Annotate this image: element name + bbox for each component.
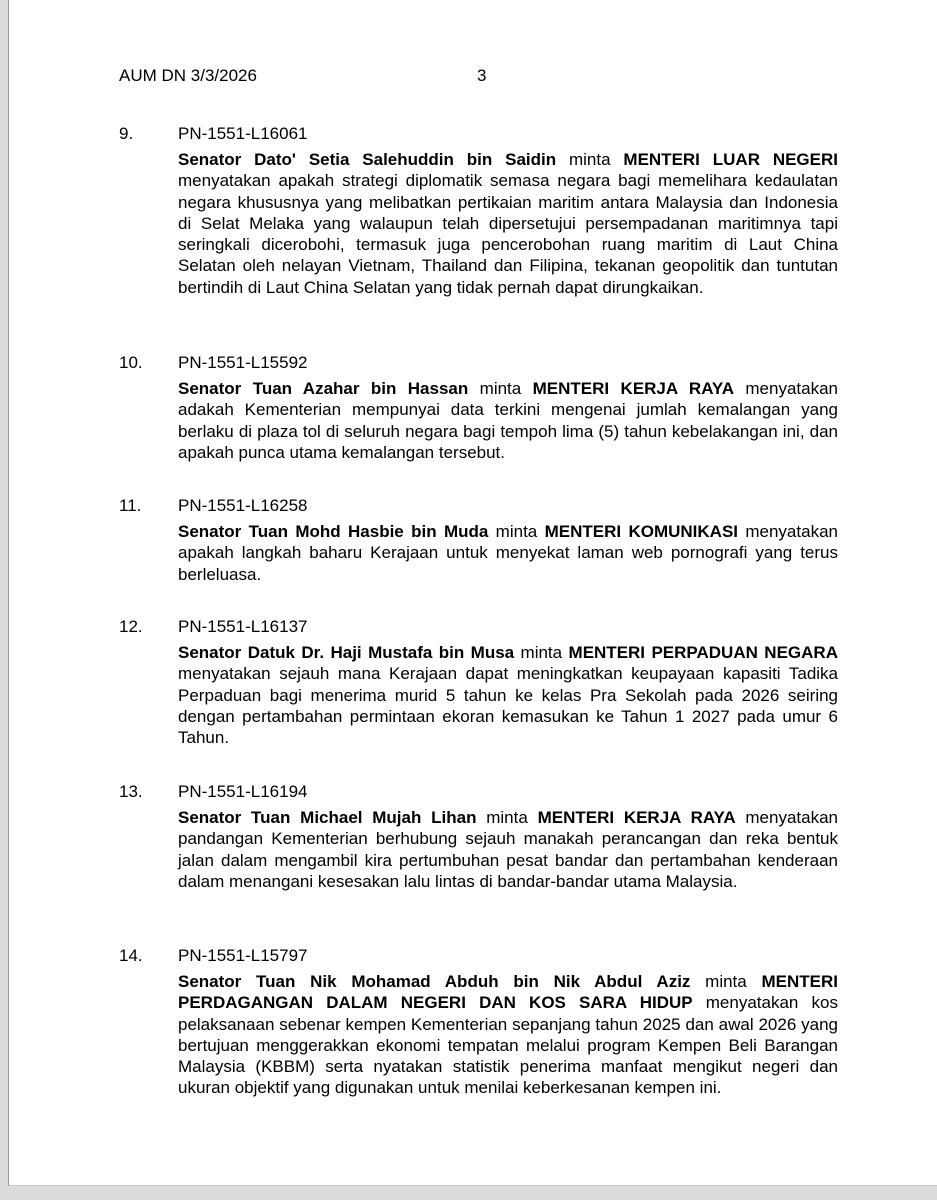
ministry-name: MENTERI KERJA RAYA xyxy=(532,379,734,398)
question-number: 14. xyxy=(119,946,143,965)
question-content: menyatakan pandangan Kementerian berhubung sejauh manakah perancangan dan reka bentuk jalan dalam mengambil kira pertumbuhan pesat bandar dan pertambahan kenderaan dalam menangani kesesakan lalu lintas di bandar-bandar utama Malaysia. xyxy=(178,808,838,891)
question-text xyxy=(178,807,838,892)
ministry-name: MENTERI KERJA RAYA xyxy=(537,808,736,827)
senator-name: Senator Tuan Mohd Hasbie bin Muda xyxy=(178,522,489,541)
minta-word: minta xyxy=(690,972,762,991)
minta-word: minta xyxy=(514,643,569,662)
question-code: PN-1551-L15592 xyxy=(178,353,308,372)
document-page xyxy=(8,0,937,1186)
question-code: PN-1551-L16137 xyxy=(178,617,308,636)
senator-name: Senator Tuan Nik Mohamad Abduh bin Nik Abdul Aziz xyxy=(178,972,691,991)
question-content: menyatakan apakah langkah baharu Kerajaan untuk menyekat laman web pornografi yang terus berleluasa. xyxy=(178,522,838,584)
senator-name: Senator Dato' Setia Salehuddin bin Saidin xyxy=(178,150,557,169)
page-number: 3 xyxy=(477,66,487,85)
question-text xyxy=(178,378,838,463)
question-code: PN-1551-L16061 xyxy=(178,124,308,143)
question-content: menyatakan sejauh mana Kerajaan dapat meningkatkan keupayaan kapasiti Tadika Perpaduan bagi menerima murid 5 tahun ke kelas Pra Sekolah pada 2026 seiring dengan pertambahan permintaan ekoran kemasukan ke Tahun 1 2027 pada umur 6 Tahun. xyxy=(178,664,838,748)
question-code: PN-1551-L15797 xyxy=(178,946,308,965)
question-number: 13. xyxy=(119,782,143,801)
question-text xyxy=(178,642,838,748)
minta-word: minta xyxy=(488,522,545,541)
minta-word: minta xyxy=(468,379,533,398)
senator-name: Senator Tuan Azahar bin Hassan xyxy=(178,379,469,398)
question-number: 12. xyxy=(119,617,143,636)
document-reference: AUM DN 3/3/2026 xyxy=(119,66,257,85)
question-content: menyatakan apakah strategi diplomatik semasa negara bagi memelihara kedaulatan negara khususnya yang melibatkan pertikaian maritim antara Malaysia dan Indonesia di Selat Melaka yang walaupun telah dipersetujui persempadanan maritimnya tapi seringkali dicerobohi, termasuk juga pencerobohan ruang maritim di Laut China Selatan oleh nelayan Vietnam, Thailand dan Filipina, tekanan geopolitik dan tuntutan bertindih di Laut China Selatan yang tidak pernah dapat dirungkaikan. xyxy=(178,171,838,297)
question-number: 9. xyxy=(119,124,134,143)
question-content: menyatakan kos pelaksanaan sebenar kempen Kementerian sepanjang tahun 2025 dan awal 2026 yang bertujuan menggerakkan ekonomi tempatan melalui program Kempen Beli Barangan Malaysia (KBBM) serta nyatakan statistik penerima manfaat mengikut negeri dan ukuran objektif yang digunakan untuk menilai keberkesanan kempen ini. xyxy=(178,993,838,1098)
question-number: 10. xyxy=(119,353,143,372)
ministry-name: MENTERI KOMUNIKASI xyxy=(544,522,739,541)
ministry-name: MENTERI PERDAGANGAN DALAM NEGERI DAN KOS SARA HIDUP xyxy=(178,972,838,1013)
question-code: PN-1551-L16194 xyxy=(178,782,308,801)
ministry-name: MENTERI LUAR NEGERI xyxy=(623,150,838,169)
ministry-name: MENTERI PERPADUAN NEGARA xyxy=(568,643,838,662)
question-text xyxy=(178,149,838,298)
question-content: menyatakan adakah Kementerian mempunyai data terkini mengenai jumlah kemalangan yang berlaku di plaza tol di seluruh negara bagi tempoh lima (5) tahun kebelakangan ini, dan apakah punca utama kemalangan tersebut. xyxy=(178,379,838,462)
question-text xyxy=(178,521,838,585)
question-code: PN-1551-L16258 xyxy=(178,496,308,515)
senator-name: Senator Datuk Dr. Haji Mustafa bin Musa xyxy=(178,643,515,662)
senator-name: Senator Tuan Michael Mujah Lihan xyxy=(178,808,477,827)
minta-word: minta xyxy=(476,808,538,827)
question-text xyxy=(178,971,838,1099)
question-number: 11. xyxy=(119,496,142,515)
minta-word: minta xyxy=(556,150,624,169)
